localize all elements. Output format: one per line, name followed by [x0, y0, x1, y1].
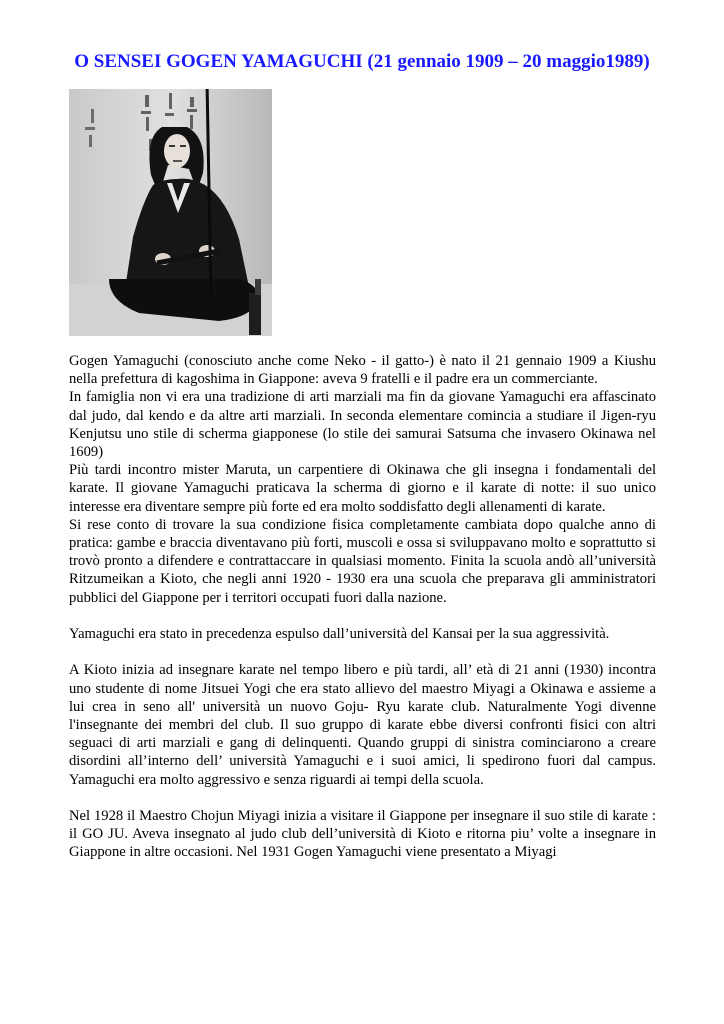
paragraph: Yamaguchi era stato in precedenza espulso dall’università del Kansai per la sua aggressività.	[69, 626, 610, 643]
paragraph: Si rese conto di trovare la sua condizione fisica completamente cambiata dopo qualche anno di pratica: gambe e braccia diventavano più forti, muscoli e ossa si sviluppavano molto e soprattutto si trovò pronto a difendere e contrattaccare in qualsiasi momento. Finita la scuola andò all’università Ritzumeikan a Kioto, che negli anni 1920 - 1930 era una scuola che preparava gli amministratori pubblici del Giappone per i territori occupati fuori dalla nazione.	[69, 516, 656, 606]
portrait-photo	[69, 89, 272, 336]
page-title: O SENSEI GOGEN YAMAGUCHI (21 gennaio 1909 – 20 maggio1989)	[74, 51, 650, 72]
article-body	[69, 352, 656, 862]
paragraph: Nel 1928 il Maestro Chojun Miyagi inizia a visitare il Giappone per insegnare il suo stile di karate : il GO JU. Aveva insegnato al judo club dell’università di Kioto e ritorna piu’ volte a insegnare in Giappone in altre occasioni. Nel 1931 Gogen Yamaguchi viene presentato a Miyagi	[69, 808, 656, 861]
paragraph: Gogen Yamaguchi (conosciuto anche come Neko - il gatto-) è nato il 21 gennaio 1909 a Kiushu nella prefettura di kagoshima in Giappone: aveva 9 fratelli e il padre era un commerciante.	[69, 353, 656, 388]
paragraph: In famiglia non vi era una tradizione di arti marziali ma fin da giovane Yamaguchi era affascinato dal judo, dal kendo e da altre arti marziali. In seconda elementare comincia a studiare il Jigen-ryu Kenjutsu uno stile di scherma giapponese (lo stile dei samurai Satsuma che invasero Okinawa nel 1609)	[69, 389, 656, 461]
paragraph: A Kioto inizia ad insegnare karate nel tempo libero e più tardi, all’ età di 21 anni (1930) incontra uno studente di nome Jitsuei Yogi che era stato allievo del maestro Miyagi a Okinawa e assieme a lui crea in seno all' università un nuovo Goju- Ryu karate club. Naturalmente Yogi divenne l'insegnante dei membri del club. Il suo gruppo di karate ebbe diversi confronti fisici con altri seguaci di arti marziali e gang di delinquenti. Quando gruppi di sinistra cominciarono a creare disordini all’interno dell’ università Yamaguchi e i suoi amici, li spedirono fuori dal campus. Yamaguchi era molto aggressivo e senza riguardi ai tempi della scuola.	[69, 662, 656, 788]
portrait-image	[69, 89, 272, 336]
paragraph: Più tardi incontro mister Maruta, un carpentiere di Okinawa che gli insegna i fondamentali del karate. Il giovane Yamaguchi praticava la scherma di giorno e il karate di notte: il suo unico interesse era diventare sempre più forte ed era molto soddisfatto degli allenamenti di karate.	[69, 462, 656, 515]
